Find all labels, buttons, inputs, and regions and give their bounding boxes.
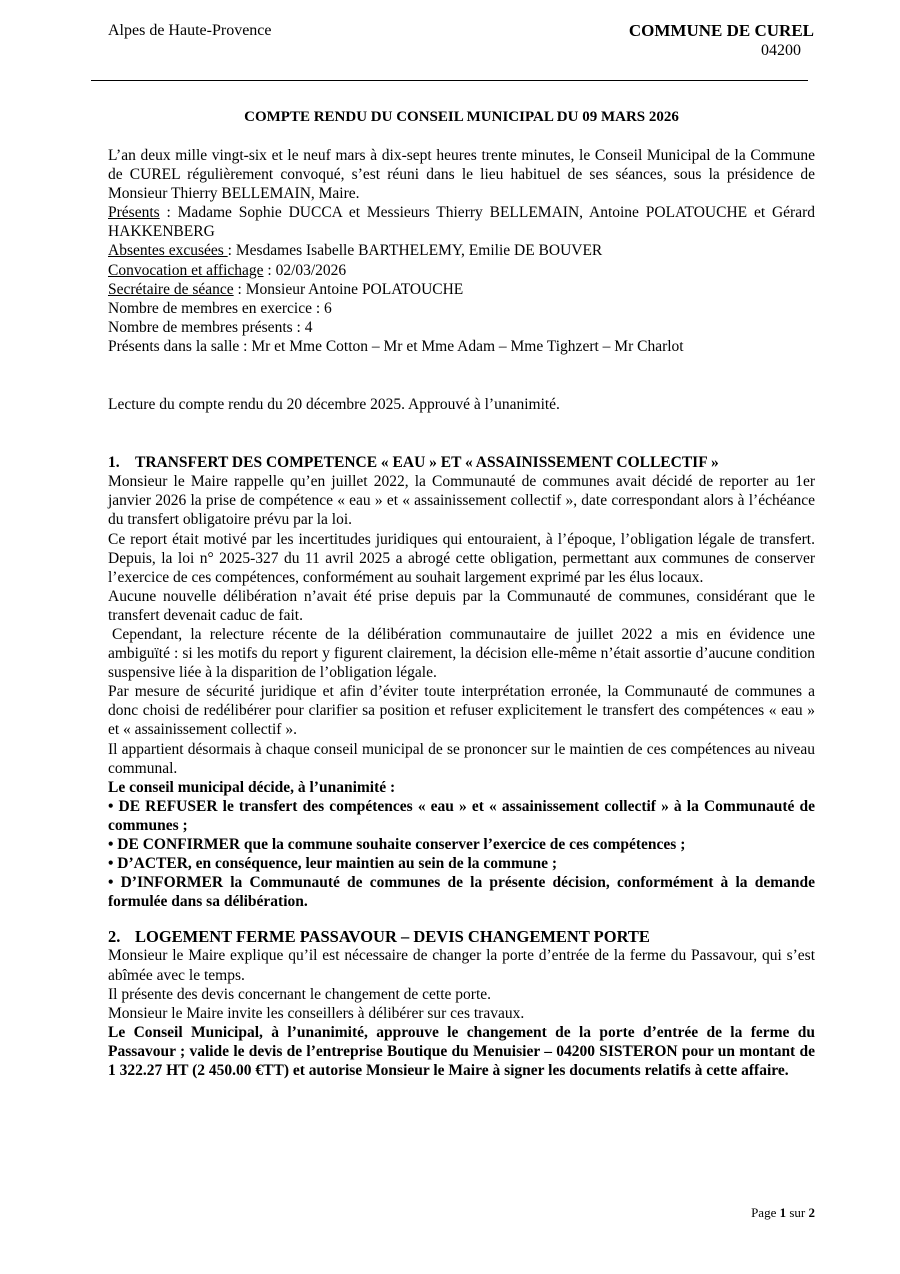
spacer — [108, 414, 815, 453]
absents-value: : Mesdames Isabelle BARTHELEMY, Emilie DE BOUVER — [227, 242, 603, 260]
section-1-decision-item: • D’INFORMER la Communauté de communes de la présente décision, conformément à la demande formulée dans sa délibération. — [108, 874, 815, 911]
page-of: sur — [789, 1205, 806, 1220]
secretary-line — [108, 280, 815, 299]
section-1-decision-item: • D’ACTER, en conséquence, leur maintien au sein de la commune ; — [108, 855, 558, 873]
spacer — [108, 356, 815, 395]
absents-line — [108, 241, 815, 260]
section-1-heading — [108, 453, 815, 472]
members-present: Nombre de membres présents : 4 — [108, 318, 313, 336]
secretary-value: : Monsieur Antoine POLATOUCHE — [233, 280, 464, 298]
header-divider — [91, 80, 808, 81]
section-1-decision-item: • DE CONFIRMER que la commune souhaite conserver l’exercice de ces compétences ; — [108, 836, 686, 853]
minutes-reading: Lecture du compte rendu du 20 décembre 2025. Approuvé à l’unanimité. — [108, 396, 560, 414]
document-body — [108, 146, 815, 1080]
presents-label: Présents — [108, 204, 160, 222]
members-exercise: Nombre de membres en exercice : 6 — [108, 299, 332, 317]
section-1-number: 1. — [108, 454, 120, 472]
section-2-paragraph: Monsieur le Maire explique qu’il est nécessaire de changer la porte d’entrée de la ferme du Passavour, qui s’est abîmée avec le temps. — [108, 947, 815, 984]
section-2-title: LOGEMENT FERME PASSAVOUR – DEVIS CHANGEMENT PORTE — [135, 927, 650, 947]
intro-opening: L’an deux mille vingt-six et le neuf mars à dix-sept heures trente minutes, le Conseil Municipal de la Commune de CUREL régulièrement convoqué, s’est réuni dans le lieu habituel de ses séances, sous la présidence de Monsieur Thierry BELLEMAIN, Maire. — [108, 147, 815, 203]
section-1-paragraph: Cependant, la relecture récente de la délibération communautaire de juillet 2022 a mis en évidence une ambiguïté : si les motifs du report y figurent clairement, la décision elle-même n’était assortie d’aucune condition suspensive liée à la disparition de l’obligation légale. — [108, 625, 815, 682]
section-1-title: TRANSFERT DES COMPETENCE « EAU » ET « ASSAINISSEMENT COLLECTIF » — [135, 454, 719, 472]
page-number — [751, 1205, 815, 1221]
section-2-paragraph: Monsieur le Maire invite les conseillers à délibérer sur ces travaux. — [108, 1004, 525, 1022]
commune-block — [629, 21, 814, 60]
section-1-paragraph: Il appartient désormais à chaque conseil municipal de se prononcer sur le maintien de ces compétences au niveau communal. — [108, 740, 815, 777]
page-label: Page — [751, 1205, 777, 1220]
document-title: COMPTE RENDU DU CONSEIL MUNICIPAL DU 09 MARS 2026 — [244, 109, 679, 125]
section-1-paragraph: Monsieur le Maire rappelle qu’en juillet 2022, la Communauté de communes avait décidé de reporter au 1er janvier 2026 la prise de compétence « eau » et « assainissement collectif », date correspondant alors à l’échéance du transfert obligatoire prévu par la loi. — [108, 473, 815, 529]
section-1-paragraph: Par mesure de sécurité juridique et afin d’éviter toute interprétation erronée, la Communauté de communes a donc choisi de redélibérer pour clarifier sa position et refuser explicitement le transfert des compétences « eau » et « assainissement collectif ». — [108, 683, 815, 739]
section-1-paragraph: Aucune nouvelle délibération n’avait été prise depuis par la Communauté de communes, considérant que le transfert devenait caduc de fait. — [108, 587, 815, 624]
convocation-line — [108, 261, 815, 280]
section-2-decision: Le Conseil Municipal, à l’unanimité, approuve le changement de la porte d’entrée de la ferme du Passavour ; valide le devis de l’entreprise Boutique du Menuisier – 04200 SISTERON pour un montant de 1 322.27 HT (2 450.00 €TT) et autorise Monsieur le Maire à signer les documents relatifs à cette affaire. — [108, 1023, 815, 1080]
presents-line — [108, 203, 815, 241]
secretary-label: Secrétaire de séance — [108, 280, 234, 298]
postal-code: 04200 — [761, 42, 801, 59]
section-2-paragraph: Il présente des devis concernant le changement de cette porte. — [108, 985, 492, 1003]
public-present: Présents dans la salle : Mr et Mme Cotton – Mr et Mme Adam – Mme Tighzert – Mr Charlot — [108, 337, 684, 355]
page-current: 1 — [779, 1205, 787, 1220]
department-name: Alpes de Haute-Provence — [108, 22, 272, 39]
section-1-decision-intro: Le conseil municipal décide, à l’unanimité : — [108, 778, 396, 796]
section-1-paragraph: Ce report était motivé par les incertitudes juridiques qui entouraient, à l’époque, l’obligation légale de transfert. Depuis, la loi n° 2025-327 du 11 avril 2025 a abrogé cette obligation, permettant aux communes de conserver l’exercice de ces compétences, conformément au souhait largement exprimé par les élus locaux. — [108, 530, 815, 586]
presents-value: : Madame Sophie DUCCA et Messieurs Thierry BELLEMAIN, Antoine POLATOUCHE et Gérard HAKKENBERG — [108, 204, 815, 241]
section-2-number: 2. — [108, 927, 121, 947]
commune-name: COMMUNE DE CUREL — [628, 21, 814, 40]
section-1-decision-item: • DE REFUSER le transfert des compétences « eau » et « assainissement collectif » à la Communauté de communes ; — [108, 797, 815, 834]
absents-label: Absentes excusées — [108, 242, 228, 260]
spacer — [108, 911, 815, 927]
page-total: 2 — [808, 1205, 815, 1220]
convocation-value: : 02/03/2026 — [263, 261, 347, 279]
section-2-heading — [108, 927, 815, 946]
convocation-label: Convocation et affichage — [108, 261, 264, 279]
